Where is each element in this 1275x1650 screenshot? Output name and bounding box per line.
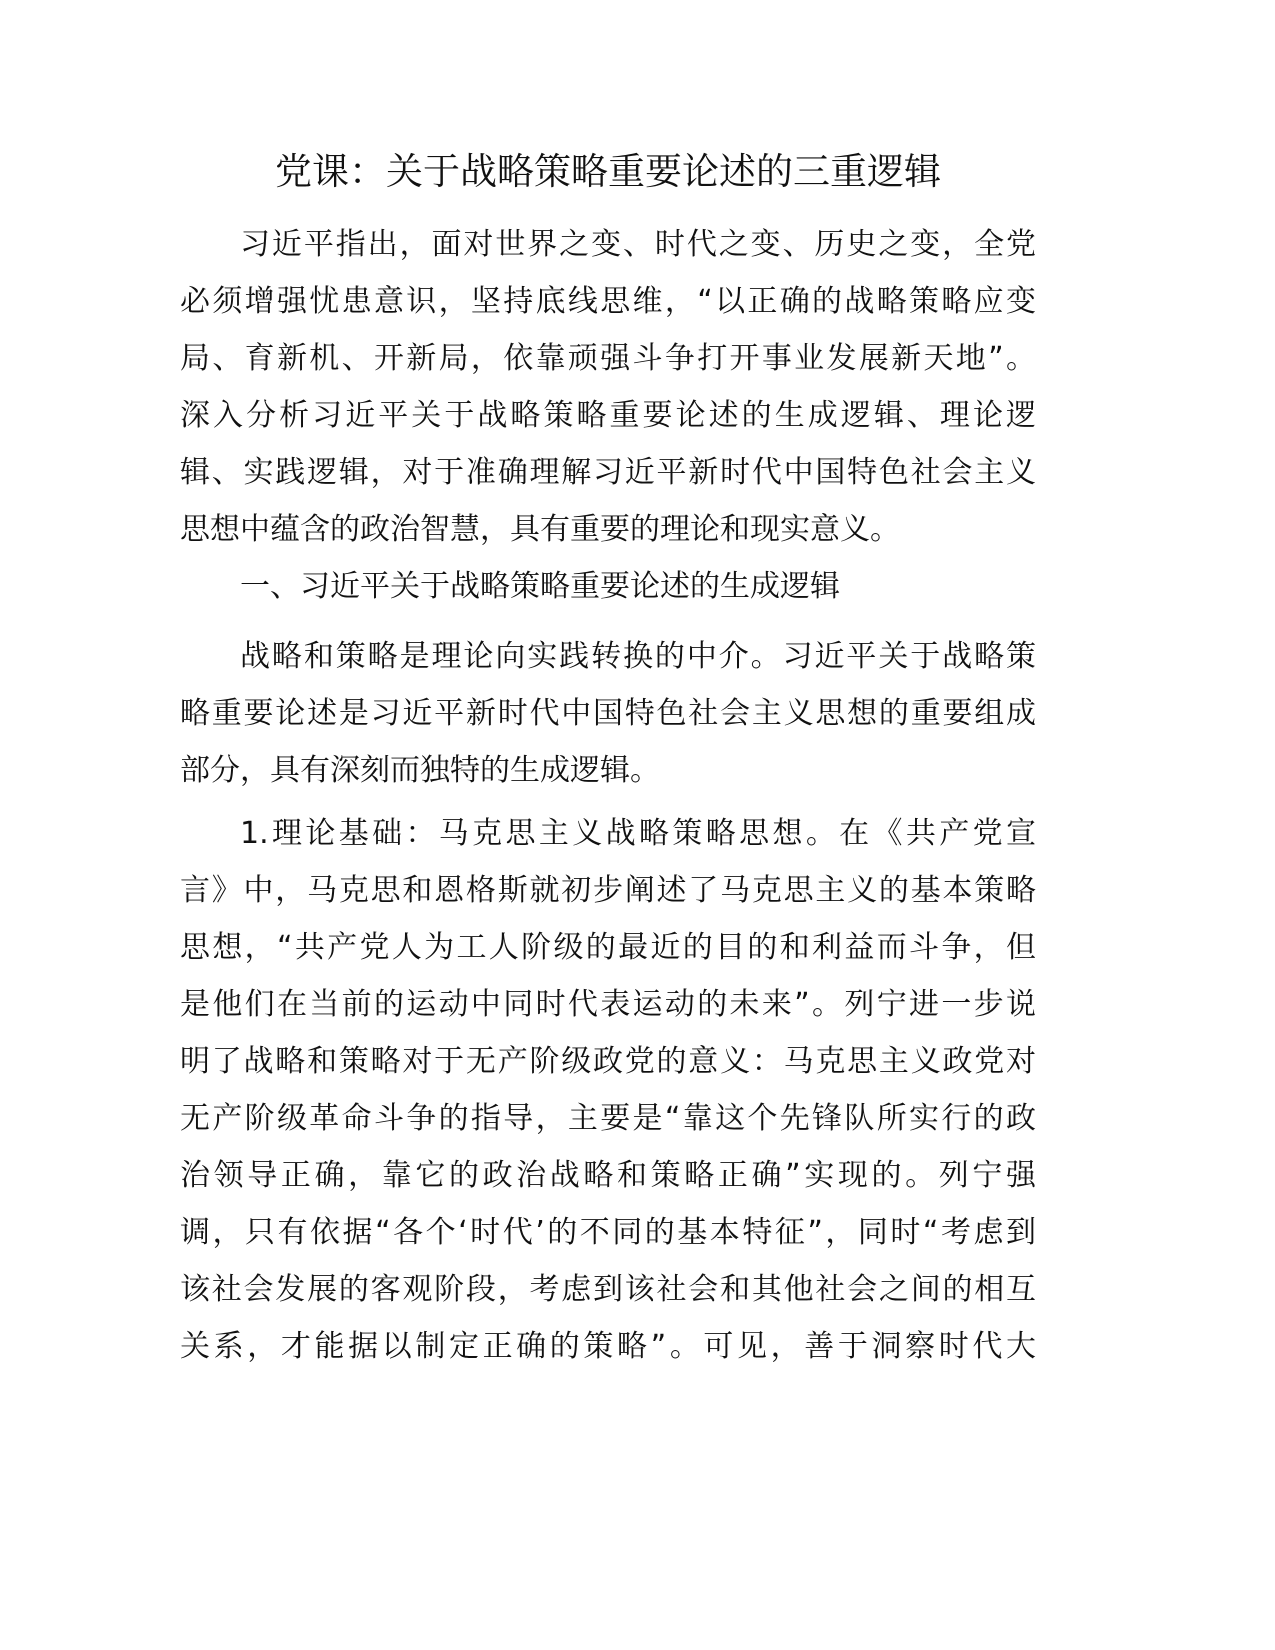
paragraph-line: 言》中，马克思和恩格斯就初步阐述了马克思主义的基本策略 (180, 873, 1036, 908)
document-title: 党课：关于战略策略重要论述的三重逻辑 (275, 150, 941, 193)
paragraph-line: 战略和策略是理论向实践转换的中介。习近平关于战略策 (240, 639, 1036, 674)
paragraph-line: 关系，才能据以制定正确的策略”。可见，善于洞察时代大 (180, 1329, 1036, 1364)
paragraph-line: 必须增强忧患意识，坚持底线思维，“以正确的战略策略应变 (180, 284, 1036, 319)
document-page (180, 0, 1036, 1650)
paragraph-line: 1.理论基础：马克思主义战略策略思想。在《共产党宣 (240, 816, 1036, 851)
paragraph-line: 调，只有依据“各个‘时代’的不同的基本特征”，同时“考虑到 (180, 1215, 1036, 1250)
section-heading (180, 558, 1036, 615)
paragraph-line: 部分，具有深刻而独特的生成逻辑。 (180, 753, 660, 788)
paragraph-theory-basis (180, 805, 1036, 1375)
paragraph-line: 习近平指出，面对世界之变、时代之变、历史之变，全党 (240, 227, 1036, 262)
paragraph-line: 治领导正确，靠它的政治战略和策略正确”实现的。列宁强 (180, 1158, 1036, 1193)
paragraph-line: 思想中蕴含的政治智慧，具有重要的理论和现实意义。 (180, 512, 900, 547)
paragraph-line: 无产阶级革命斗争的指导，主要是“靠这个先锋队所实行的政 (180, 1101, 1036, 1136)
paragraph-line: 该社会发展的客观阶段，考虑到该社会和其他社会之间的相互 (180, 1272, 1036, 1307)
paragraph-line: 辑、实践逻辑，对于准确理解习近平新时代中国特色社会主义 (180, 455, 1036, 490)
paragraph-line: 是他们在当前的运动中同时代表运动的未来”。列宁进一步说 (180, 987, 1036, 1022)
paragraph-line: 明了战略和策略对于无产阶级政党的意义：马克思主义政党对 (180, 1044, 1036, 1079)
paragraph-generation (180, 628, 1036, 799)
paragraph-line: 思想，“共产党人为工人阶级的最近的目的和利益而斗争，但 (180, 930, 1036, 965)
paragraph-line: 局、育新机、开新局，依靠顽强斗争打开事业发展新天地”。 (180, 341, 1036, 376)
paragraph-line: 略重要论述是习近平新时代中国特色社会主义思想的重要组成 (180, 696, 1036, 731)
section-heading-text: 一、习近平关于战略策略重要论述的生成逻辑 (240, 569, 840, 604)
paragraph-intro (180, 216, 1036, 558)
paragraph-line: 深入分析习近平关于战略策略重要论述的生成逻辑、理论逻 (180, 398, 1036, 433)
